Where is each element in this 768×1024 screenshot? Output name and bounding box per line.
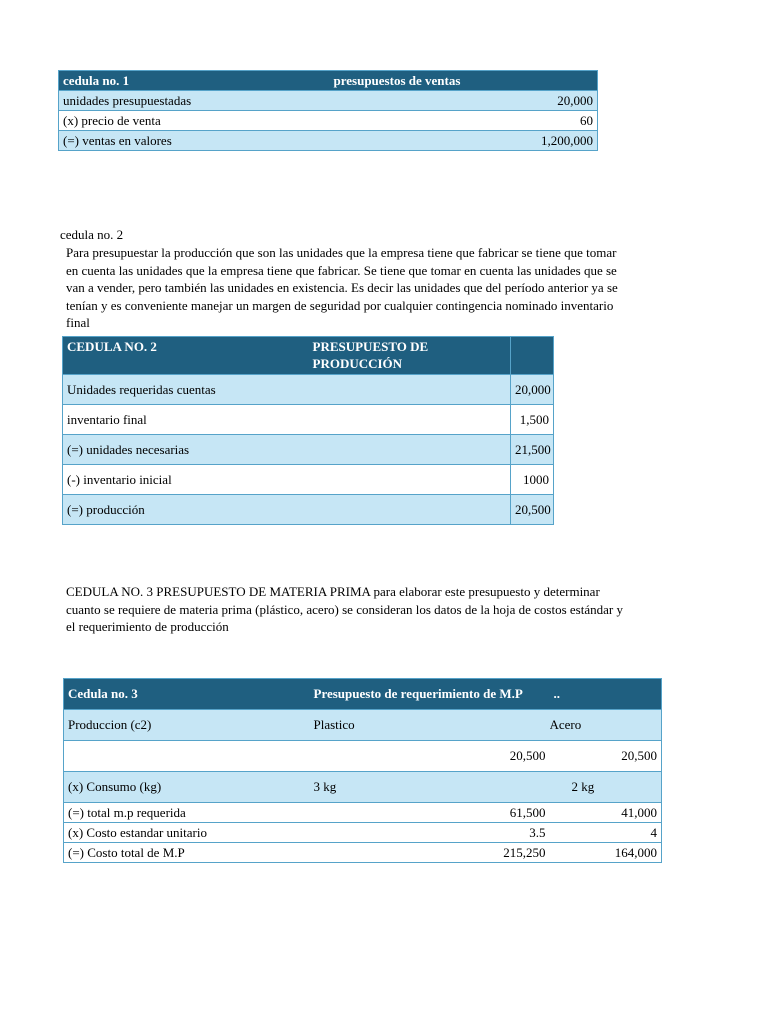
- row-value: 21,500: [511, 435, 554, 465]
- table-row: [64, 772, 662, 803]
- table-row: [59, 111, 598, 131]
- row-value: 20,500: [511, 495, 554, 525]
- row-label: (=) unidades necesarias: [63, 435, 511, 465]
- row-acero: 164,000: [550, 843, 662, 863]
- cedula3-header-title: Cedula no. 3: [64, 679, 310, 710]
- cedula3-header-dots: ..: [550, 679, 662, 710]
- cedula2-header-title: CEDULA NO. 2: [63, 337, 309, 375]
- empty-cell: [64, 741, 310, 772]
- col-acero: Acero: [550, 710, 662, 741]
- row-plastico: 215,250: [310, 843, 550, 863]
- paragraph-line: en cuenta las unidades que la empresa tiene que fabricar. Se tiene que tomar en cuenta las unidades que se: [66, 262, 617, 278]
- paragraph-line: Para presupuestar la producción que son las unidades que la empresa tiene que fabricar se tiene que tomar: [66, 245, 617, 260]
- cedula2-header-row: [63, 337, 554, 375]
- row-value: 20,000: [511, 375, 554, 405]
- row-label: (=) Costo total de M.P: [64, 843, 310, 863]
- table-row: [64, 843, 662, 863]
- table-row: [64, 803, 662, 823]
- col-plastico: Plastico: [310, 710, 550, 741]
- consumo-plastico: 3 kg: [310, 772, 550, 803]
- cedula2-header-subtitle-line2: PRODUCCIÓN: [312, 356, 403, 371]
- row-acero: 4: [550, 823, 662, 843]
- table-row: [59, 91, 598, 111]
- paragraph-line: final: [66, 315, 90, 330]
- cedula1-table: [58, 70, 598, 151]
- cedula2-table: [62, 336, 554, 525]
- paragraph-line: van a vender, pero también las unidades en existencia. Es decir las unidades que del período anterior ya se: [66, 280, 618, 295]
- row-label: (x) Costo estandar unitario: [64, 823, 310, 843]
- paragraph-line: el requerimiento de producción: [66, 619, 229, 634]
- row-value: 1,200,000: [329, 131, 598, 151]
- consumo-label: (x) Consumo (kg): [64, 772, 310, 803]
- cedula2-heading: cedula no. 2: [60, 227, 124, 242]
- cedula1-header-row: [59, 71, 598, 91]
- consumo-acero: 2 kg: [550, 772, 662, 803]
- cedula1-header-title: cedula no. 1: [59, 71, 329, 91]
- row-label: inventario final: [63, 405, 511, 435]
- paragraph-line: tenían y es conveniente manejar un margen de seguridad por cualquier contingencia nominado inventario: [66, 297, 614, 313]
- units-plastico: 20,500: [310, 741, 550, 772]
- row-value: 1000: [511, 465, 554, 495]
- cedula2-header-empty: [511, 337, 554, 375]
- row-value: 60: [329, 111, 598, 131]
- paragraph-line: cuanto se requiere de materia prima (plástico, acero) se consideran los datos de la hoja de costos estándar y: [66, 601, 623, 617]
- cedula2-paragraph: [66, 244, 666, 332]
- table-row: [64, 710, 662, 741]
- table-row: [63, 405, 554, 435]
- row-value: 20,000: [329, 91, 598, 111]
- row-label: (=) ventas en valores: [59, 131, 329, 151]
- row-value: 1,500: [511, 405, 554, 435]
- cedula2-header-subtitle-line1: PRESUPUESTO DE: [312, 339, 429, 354]
- table-row: [63, 435, 554, 465]
- row-label: unidades presupuestadas: [59, 91, 329, 111]
- row-label: Unidades requeridas cuentas: [63, 375, 511, 405]
- table-row: [63, 495, 554, 525]
- row-label: (-) inventario inicial: [63, 465, 511, 495]
- cedula1-header-subtitle: presupuestos de ventas: [329, 71, 598, 91]
- paragraph-line: CEDULA NO. 3 PRESUPUESTO DE MATERIA PRIMA para elaborar este presupuesto y determinar: [66, 584, 600, 599]
- units-acero: 20,500: [550, 741, 662, 772]
- row-label: (=) producción: [63, 495, 511, 525]
- cedula3-header-subtitle: Presupuesto de requerimiento de M.P: [310, 679, 550, 710]
- cedula3-header-row: [64, 679, 662, 710]
- cedula3-table: [63, 678, 662, 863]
- table-row: [64, 823, 662, 843]
- row-plastico: 61,500: [310, 803, 550, 823]
- cedula3-paragraph: [66, 583, 706, 636]
- table-row: [59, 131, 598, 151]
- table-row: [63, 465, 554, 495]
- table-row: [63, 375, 554, 405]
- produccion-label: Produccion (c2): [64, 710, 310, 741]
- cedula2-header-subtitle: [309, 337, 511, 375]
- row-plastico: 3.5: [310, 823, 550, 843]
- row-label: (=) total m.p requerida: [64, 803, 310, 823]
- table-row: [64, 741, 662, 772]
- row-label: (x) precio de venta: [59, 111, 329, 131]
- row-acero: 41,000: [550, 803, 662, 823]
